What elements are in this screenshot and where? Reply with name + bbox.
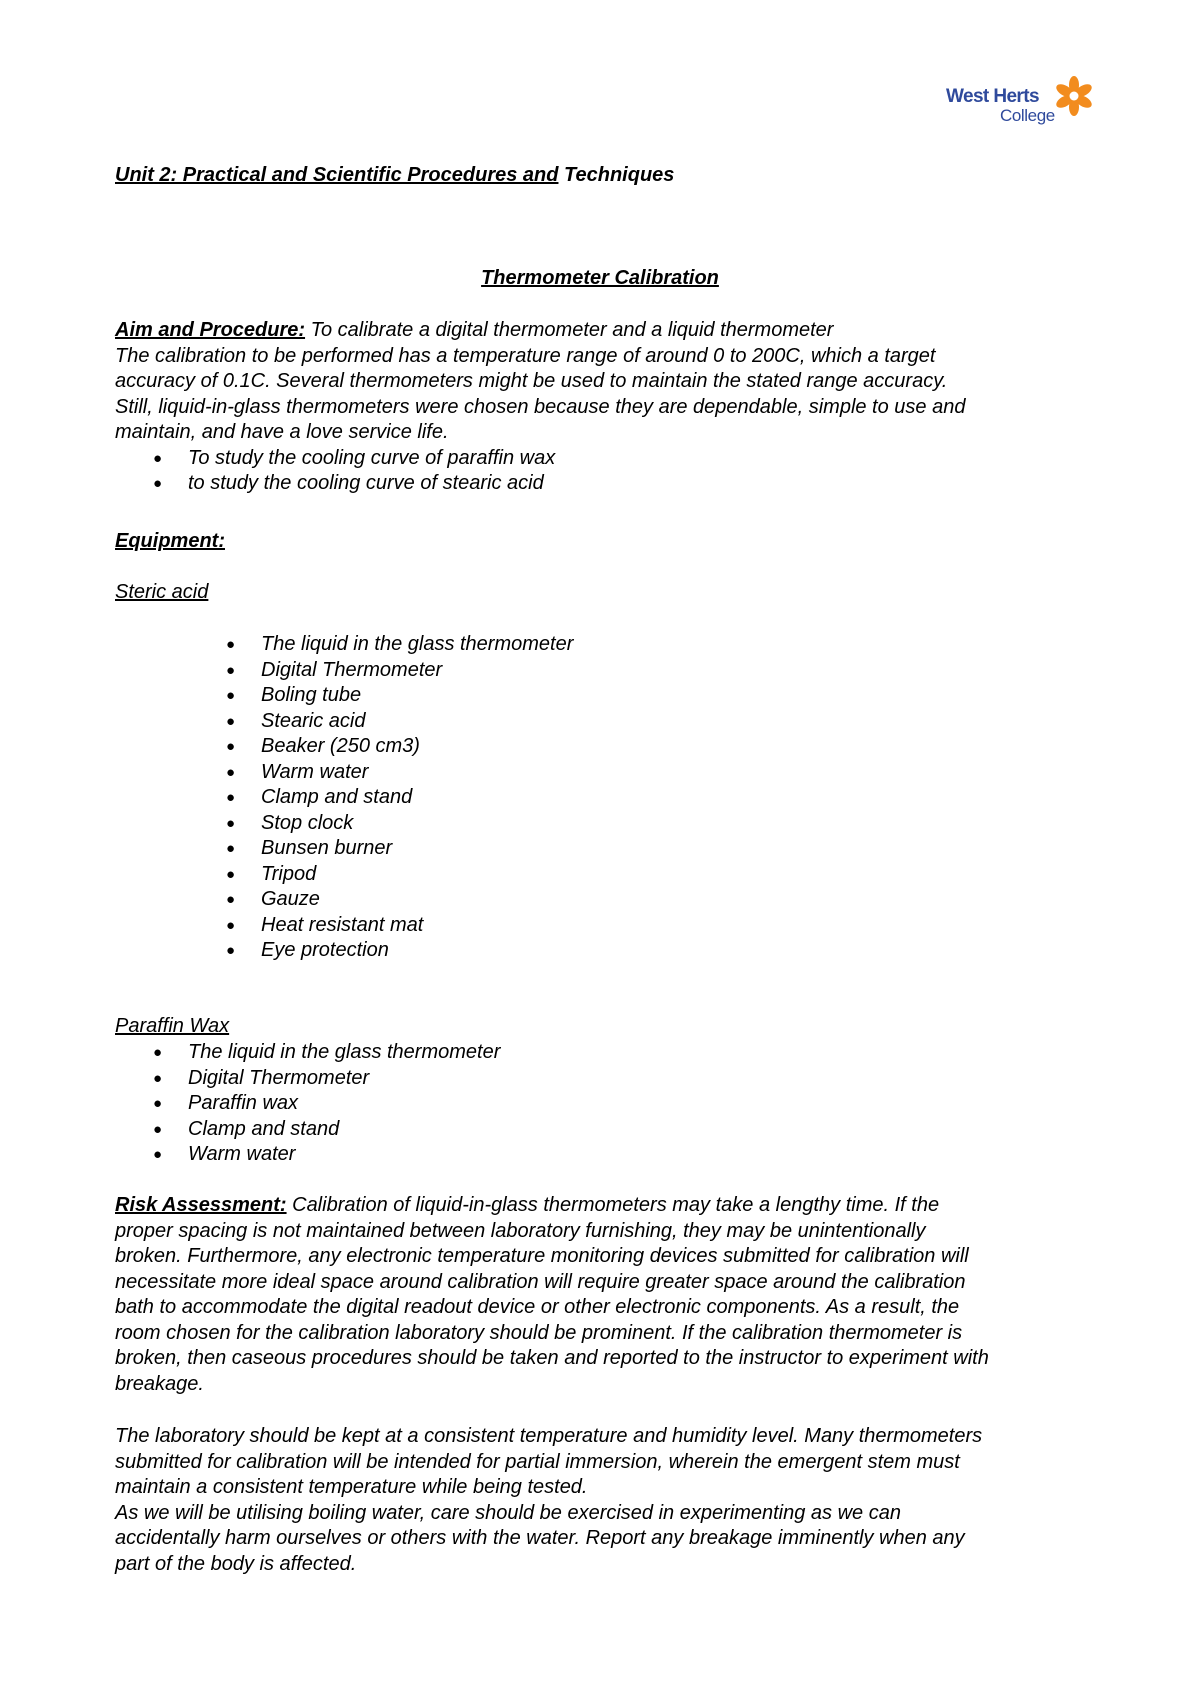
stearic-equipment-list bbox=[115, 632, 1095, 964]
bullet-icon: ● bbox=[226, 891, 236, 908]
list-item-text: Gauze bbox=[261, 888, 320, 910]
list-item bbox=[115, 938, 1095, 964]
bullet-icon: ● bbox=[226, 789, 236, 806]
list-item bbox=[115, 683, 1095, 709]
bullet-icon: ● bbox=[153, 449, 163, 467]
bullet-icon: ● bbox=[153, 1120, 163, 1138]
risk-line-4: bath to accommodate the digital readout device or other electronic components. As a result, the bbox=[115, 1296, 960, 1318]
risk-section bbox=[115, 1193, 1095, 1397]
list-item bbox=[115, 709, 1095, 735]
risk2-line-1: submitted for calibration will be intended for partial immersion, wherein the emergent stem must bbox=[115, 1450, 960, 1473]
aim-line-0-text: To calibrate a digital thermometer and a liquid thermometer bbox=[305, 319, 834, 341]
list-item-text: Bunsen burner bbox=[261, 837, 393, 859]
list-item-text: Heat resistant mat bbox=[261, 913, 424, 936]
logo-text-line1: West Herts bbox=[946, 86, 1039, 107]
equipment-label: Equipment: bbox=[115, 530, 225, 552]
aim-label: Aim and Procedure: bbox=[115, 319, 306, 341]
list-item-text: Clamp and stand bbox=[188, 1117, 340, 1140]
risk-line-0-text: Calibration of liquid-in-glass thermometers may take a lengthy time. If the bbox=[286, 1194, 940, 1216]
bullet-icon: ● bbox=[153, 1044, 163, 1061]
bullet-icon: ● bbox=[226, 712, 236, 730]
bullet-icon: ● bbox=[153, 475, 163, 492]
list-item bbox=[115, 1091, 1095, 1117]
paraffin-heading bbox=[115, 1014, 1095, 1040]
aim-section bbox=[115, 318, 1095, 497]
list-item bbox=[115, 913, 1095, 939]
bullet-icon: ● bbox=[226, 942, 236, 959]
unit-title bbox=[115, 163, 1095, 189]
bullet-icon: ● bbox=[226, 763, 236, 781]
aim-line-4: maintain, and have a love service life. bbox=[115, 421, 449, 443]
list-item-text: Beaker (250 cm3) bbox=[261, 735, 420, 757]
risk-line-2: broken. Furthermore, any electronic temperature monitoring devices submitted for calibration will bbox=[115, 1245, 969, 1267]
list-item-text: Stearic acid bbox=[261, 709, 366, 732]
list-item bbox=[115, 811, 1095, 837]
list-item bbox=[115, 471, 1095, 497]
paraffin-heading-text: Paraffin Wax bbox=[115, 1015, 230, 1037]
list-item-text: Digital Thermometer bbox=[261, 658, 443, 681]
list-item bbox=[115, 887, 1095, 913]
list-item-text: Stop clock bbox=[261, 811, 354, 834]
list-item-text: Eye protection bbox=[261, 939, 389, 961]
aim-line-1: The calibration to be performed has a temperature range of around 0 to 200C, which a target bbox=[115, 344, 936, 367]
bullet-icon: ● bbox=[226, 636, 236, 653]
risk2-line-4: accidentally harm ourselves or others with the water. Report any breakage imminently when any bbox=[115, 1527, 965, 1549]
bullet-icon: ● bbox=[226, 865, 236, 883]
logo-text-line2: College bbox=[1000, 106, 1055, 125]
list-item bbox=[115, 632, 1095, 658]
list-item-text: The liquid in the glass thermometer bbox=[261, 633, 574, 655]
list-item-text: Tripod bbox=[261, 862, 317, 885]
list-item-text: To study the cooling curve of paraffin wax bbox=[188, 446, 556, 469]
unit-title-underlined: Unit 2: Practical and Scientific Procedures and bbox=[115, 164, 559, 186]
risk2-line-3: As we will be utilising boiling water, care should be exercised in experimenting as we can bbox=[115, 1501, 901, 1524]
list-item-text: Boling tube bbox=[261, 684, 362, 706]
college-logo bbox=[946, 76, 1096, 132]
paraffin-equipment-list bbox=[115, 1040, 1095, 1168]
list-item bbox=[115, 862, 1095, 888]
aim-line-2: accuracy of 0.1C. Several thermometers might be used to maintain the stated range accuracy. bbox=[115, 370, 948, 392]
list-item-text: Warm water bbox=[188, 1143, 296, 1165]
list-item bbox=[115, 1066, 1095, 1092]
list-item bbox=[115, 1142, 1095, 1168]
aim-line-0 bbox=[115, 318, 1095, 344]
list-item-text: The liquid in the glass thermometer bbox=[188, 1041, 501, 1063]
list-item bbox=[115, 1117, 1095, 1143]
paraffin-equipment bbox=[115, 1040, 1095, 1168]
bullet-icon: ● bbox=[153, 1069, 163, 1087]
bullet-icon: ● bbox=[226, 916, 236, 934]
bullet-icon: ● bbox=[226, 738, 236, 755]
risk-label: Risk Assessment: bbox=[115, 1194, 287, 1216]
risk-line-5: room chosen for the calibration laboratory should be prominent. If the calibration thermometer is bbox=[115, 1321, 963, 1344]
list-item bbox=[115, 1040, 1095, 1066]
equipment-heading bbox=[115, 529, 1095, 555]
risk-line-3: necessitate more ideal space around calibration will require greater space around the calibration bbox=[115, 1270, 966, 1293]
flower-icon bbox=[1052, 76, 1096, 116]
risk2-line-5: part of the body is affected. bbox=[115, 1552, 357, 1575]
list-item-text: Clamp and stand bbox=[261, 786, 413, 808]
bullet-icon: ● bbox=[226, 840, 236, 857]
unit-title-tail: Techniques bbox=[558, 164, 675, 186]
list-item bbox=[115, 836, 1095, 862]
document-title-text: Thermometer Calibration bbox=[481, 267, 719, 289]
bullet-icon: ● bbox=[226, 661, 236, 679]
risk2-line-2: maintain a consistent temperature while being tested. bbox=[115, 1476, 588, 1498]
risk-paragraph-2 bbox=[115, 1424, 1095, 1577]
stearic-equipment bbox=[115, 632, 1095, 964]
risk-line-1: proper spacing is not maintained between laboratory furnishing, they may be unintentionally bbox=[115, 1219, 926, 1242]
bullet-icon: ● bbox=[153, 1146, 163, 1163]
risk-line-6: broken, then caseous procedures should be taken and reported to the instructor to experiment with bbox=[115, 1347, 989, 1369]
risk-line-0 bbox=[115, 1193, 1095, 1219]
risk-line-7: breakage. bbox=[115, 1372, 204, 1395]
list-item bbox=[115, 760, 1095, 786]
risk2-line-0: The laboratory should be kept at a consistent temperature and humidity level. Many thermometers bbox=[115, 1425, 983, 1447]
bullet-icon: ● bbox=[226, 814, 236, 832]
bullet-icon: ● bbox=[226, 687, 236, 704]
document-title bbox=[115, 266, 1085, 292]
list-item-text: Warm water bbox=[261, 760, 369, 783]
list-item-text: Digital Thermometer bbox=[188, 1066, 370, 1089]
list-item-text: Paraffin wax bbox=[188, 1092, 299, 1114]
stearic-heading-text: Steric acid bbox=[115, 581, 209, 603]
list-item bbox=[115, 446, 1095, 472]
list-item bbox=[115, 785, 1095, 811]
stearic-heading bbox=[115, 580, 1095, 606]
aim-line-3: Still, liquid-in-glass thermometers were chosen because they are dependable, simple to use and bbox=[115, 395, 966, 418]
aim-bullet-list bbox=[115, 446, 1095, 497]
list-item-text: to study the cooling curve of stearic acid bbox=[188, 472, 544, 494]
bullet-icon: ● bbox=[153, 1095, 163, 1112]
list-item bbox=[115, 658, 1095, 684]
list-item bbox=[115, 734, 1095, 760]
